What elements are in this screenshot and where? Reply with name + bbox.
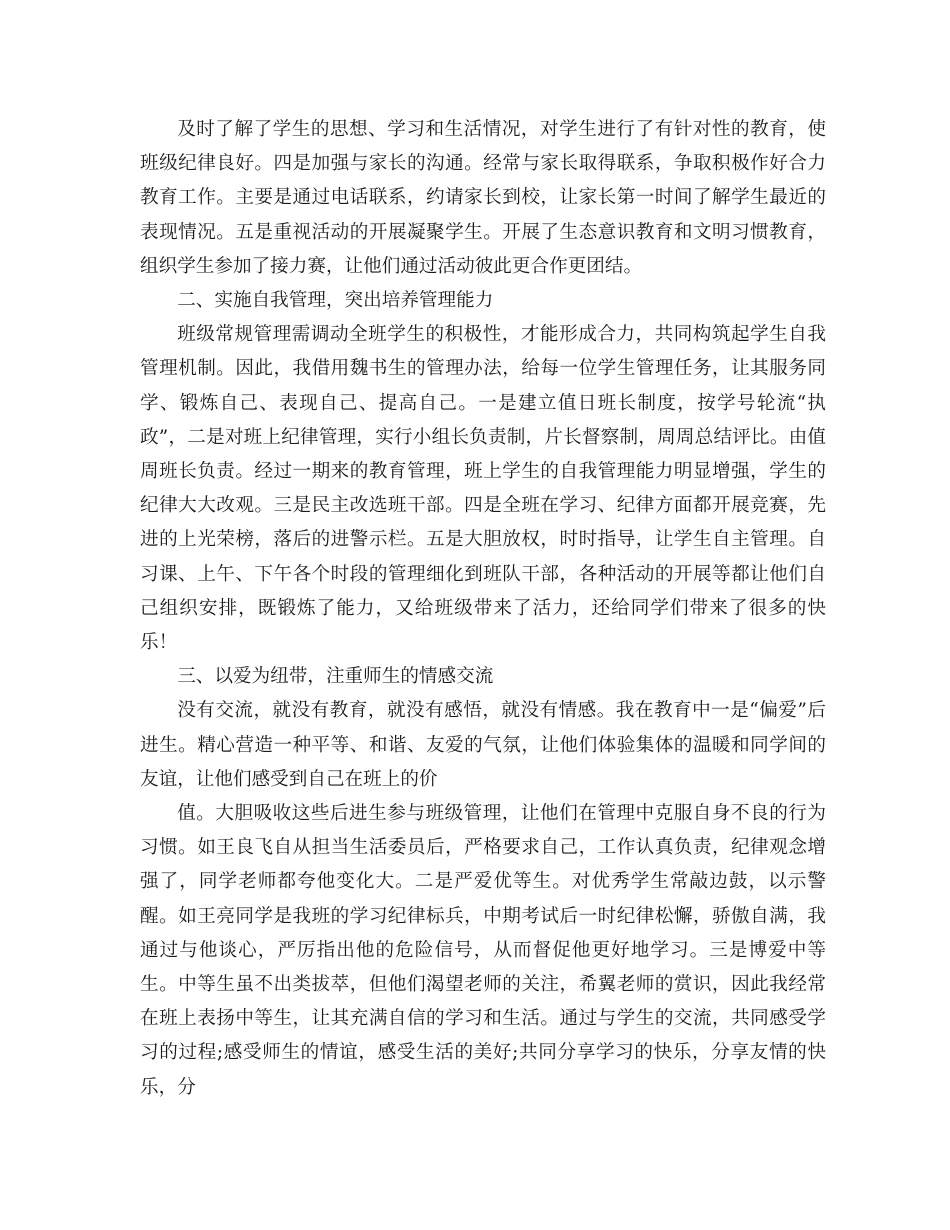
document-body xyxy=(140,113,826,1105)
paragraph-self-management: 班级常规管理需调动全班学生的积极性，才能形成合力，共同构筑起学生自我管理机制。因此，我借用魏书生的管理办法，给每一位学生管理任务，让其服务同学、锻炼自己、表现自己、提高自己。一是建立值日班长制度，按学号轮流“执政”，二是对班上纪律管理，实行小组长负责制，片长督察制，周周总结评比。由值周班长负责。经过一期来的教育管理，班上学生的自我管理能力明显增强，学生的纪律大大改观。三是民主改选班干部。四是全班在学习、纪律方面都开展竞赛，先进的上光荣榜，落后的进警示栏。五是大胆放权，时时指导，让学生自主管理。自习课、上午、下午各个时段的管理细化到班队干部，各种活动的开展等都让他们自己组织安排，既锻炼了能力，又给班级带来了活力，还给同学们带来了很多的快乐！ xyxy=(140,324,826,654)
paragraph-emotional-exchange: 没有交流，就没有教育，就没有感悟，就没有情感。我在教育中一是“偏爱”后进生。精心营造一种平等、和谐、友爱的气氛，让他们体验集体的温暖和同学间的友谊，让他们感受到自己在班上的价 xyxy=(140,700,826,790)
paragraph-intro-continuation: 及时了解了学生的思想、学习和生活情况，对学生进行了有针对性的教育，使班级纪律良好。四是加强与家长的沟通。经常与家长取得联系，争取积极作好合力教育工作。主要是通过电话联系，约请家长到校，让家长第一时间了解学生最近的表现情况。五是重视活动的开展凝聚学生。开展了生态意识教育和文明习惯教育，组织学生参加了接力赛，让他们通过活动彼此更合作更团结。 xyxy=(140,119,826,277)
section-heading-emotional-exchange: 三、以爱为纽带，注重师生的情感交流 xyxy=(177,666,494,688)
paragraph-emotional-exchange-continued: 值。大胆吸收这些后进生参与班级管理，让他们在管理中克服自身不良的行为习惯。如王良飞自从担当生活委员后，严格要求自己，工作认真负责，纪律观念增强了，同学老师都夸他变化大。二是严爱优等生。对优秀学生常敲边鼓，以示警醒。如王亮同学是我班的学习纪律标兵，中期考试后一时纪律松懈，骄傲自满，我通过与他谈心，严厉指出他的危险信号，从而督促他更好地学习。三是博爱中等生。中等生虽不出类拔萃，但他们渴望老师的关注，希翼老师的赏识，因此我经常在班上表扬中等生，让其充满自信的学习和生活。通过与学生的交流，共同感受学习的过程;感受师生的情谊，感受生活的美好;共同分享学习的快乐，分享友情的快乐，分 xyxy=(140,803,826,1098)
section-heading-self-management: 二、实施自我管理，突出培养管理能力 xyxy=(177,290,494,312)
